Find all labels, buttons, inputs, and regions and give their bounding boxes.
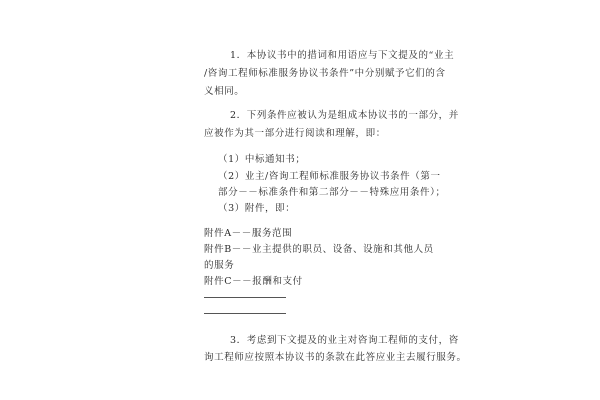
list-item-2-line-1: （2）业主/咨询工程师标准服务协议书条件（第一 bbox=[218, 171, 441, 182]
blank-line-1 bbox=[204, 297, 286, 298]
attachment-c: 附件C－－报酬和支付 bbox=[204, 276, 303, 287]
attachment-b-line-2: 的服务 bbox=[204, 260, 235, 271]
attachment-a: 附件A－－服务范围 bbox=[204, 228, 293, 239]
paragraph-3-line-1: 3．考虑到下文提及的业主对咨询工程师的支付，咨 bbox=[230, 335, 459, 346]
paragraph-1-line-1: 1．本协议书中的措词和用语应与下文提及的“业主 bbox=[230, 50, 455, 61]
paragraph-2-line-1: 2．下列条件应被认为是组成本协议书的一部分，并 bbox=[230, 110, 459, 121]
list-item-3: （3）附件，即： bbox=[218, 203, 296, 214]
attachment-b-line-1: 附件B－－业主提供的职员、设备、设施和其他人员 bbox=[204, 244, 434, 255]
paragraph-3-line-2: 询工程师应按照本协议书的条款在此答应业主去履行服务。 bbox=[204, 352, 467, 363]
list-item-2-line-2: 部分－－标准条件和第二部分－－特殊应用条件）； bbox=[218, 187, 446, 198]
list-item-1: （1）中标通知书； bbox=[218, 154, 306, 165]
paragraph-1-line-2: /咨询工程师标准服务协议书条件”中分别赋予它们的含 bbox=[204, 68, 446, 79]
paragraph-1-line-3: 义相同。 bbox=[204, 86, 245, 97]
blank-line-2 bbox=[204, 313, 286, 314]
paragraph-2-line-2: 应被作为其一部分进行阅读和理解，即： bbox=[204, 128, 386, 139]
